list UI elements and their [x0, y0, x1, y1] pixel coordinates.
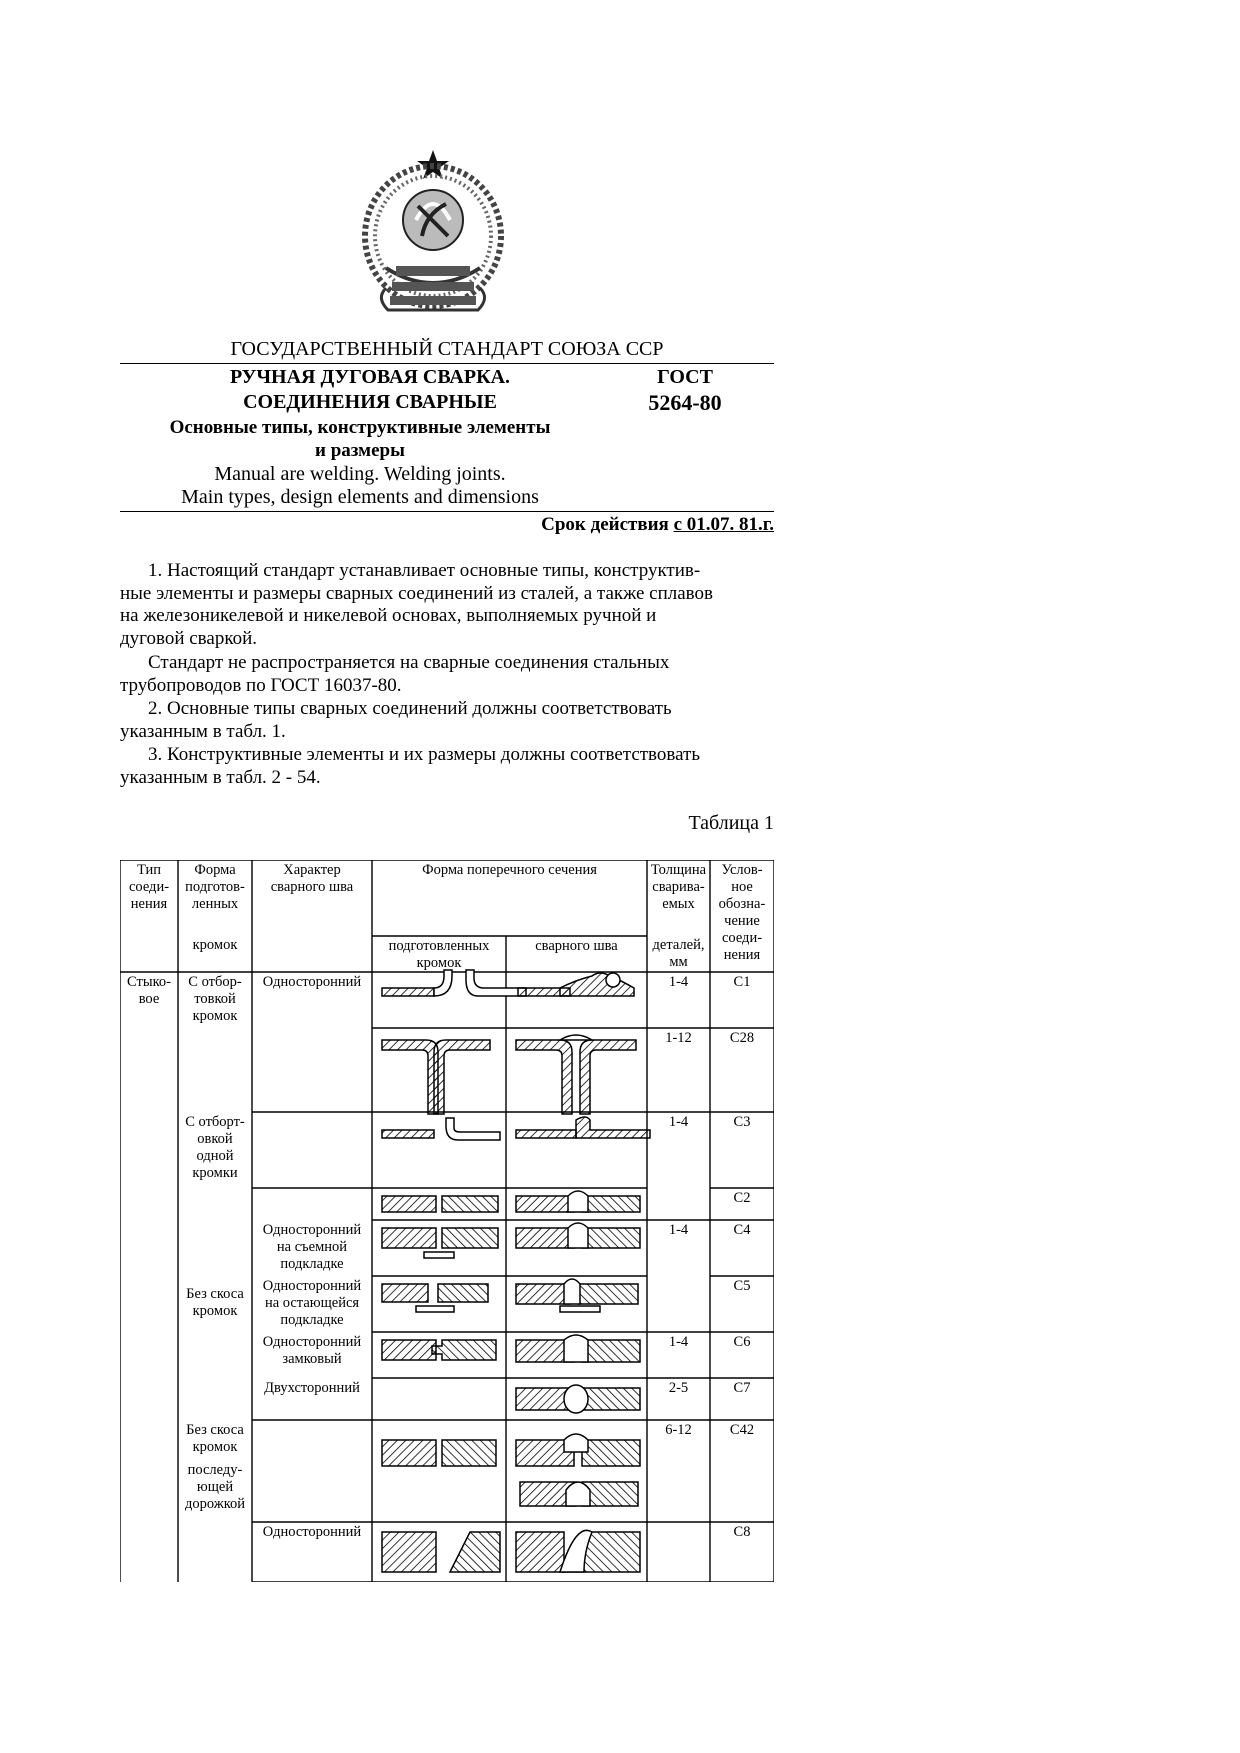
paragraph-text: Стандарт не распространяется на сварные соединения стальных	[148, 652, 670, 673]
paragraph-1	[120, 560, 774, 650]
thickness-c42: 6-12	[665, 1422, 692, 1438]
paragraph-text: 2. Основные типы сварных соединений должны соответствовать	[148, 698, 672, 719]
paragraph-line: указанным в табл. 1.	[120, 720, 286, 742]
gost-number: 5264-80	[648, 390, 722, 415]
designation-c7: С7	[733, 1380, 751, 1396]
header-text: Форма	[194, 862, 236, 878]
cell-text: подкладке	[280, 1312, 344, 1328]
designation-c6: С6	[733, 1334, 751, 1350]
english-title-line-1: Manual are welding. Welding joints.	[214, 463, 506, 485]
designation-c5: С5	[733, 1278, 751, 1294]
header-text: соеди-	[721, 930, 763, 946]
designation-c42: С42	[729, 1422, 755, 1438]
cell-text: кромок	[192, 1008, 238, 1024]
cell-text: кромок	[192, 1439, 238, 1455]
seam-remaining-backing	[252, 1278, 372, 1329]
title-line-1: РУЧНАЯ ДУГОВАЯ СВАРКА.	[229, 366, 511, 388]
cell-text: С отборт-	[185, 1114, 245, 1130]
thickness-c3: 1-4	[668, 1114, 689, 1130]
paragraph-line	[120, 560, 774, 583]
thickness-c7: 2-5	[668, 1380, 689, 1396]
cell-text: кромки	[192, 1165, 238, 1181]
cell-text: последу-	[187, 1462, 243, 1478]
header-designation	[710, 862, 774, 964]
designation-c8: С8	[733, 1524, 751, 1540]
cell-text: овкой	[197, 1131, 233, 1147]
paragraph-line: указанным в табл. 2 - 54.	[120, 766, 321, 788]
validity-label: Срок действия	[541, 514, 669, 535]
header-text: соеди-	[128, 879, 170, 895]
designation-c28: С28	[729, 1030, 755, 1046]
gost-label: ГОСТ	[657, 366, 713, 388]
ussr-emblem	[356, 148, 510, 320]
header-text: нения	[130, 896, 168, 912]
thickness-c6: 1-4	[668, 1334, 689, 1350]
header-thickness	[647, 862, 710, 971]
cell-text: Односторонний	[262, 1334, 362, 1350]
header-text: подготовленных	[388, 938, 490, 954]
subtitle-line-2: и размеры	[315, 440, 405, 461]
paragraph-line	[120, 652, 774, 675]
state-standard-heading: ГОСУДАРСТВЕННЫЙ СТАНДАРТ СОЮЗА ССР	[230, 338, 664, 360]
paragraph-line: на железоникелевой и никелевой основах, выполняемых ручной и	[120, 605, 657, 626]
validity-date: с 01.07. 81.г.	[673, 514, 774, 535]
header-text: подготов-	[185, 879, 245, 895]
header-prep-form	[178, 862, 252, 954]
paragraph-line: трубопроводов по ГОСТ 16037-80.	[120, 674, 402, 696]
validity	[120, 514, 774, 536]
seam-one-sided: Односторонний	[262, 974, 362, 990]
cell-text: Стыко-	[127, 974, 171, 990]
form-no-bevel	[178, 1286, 252, 1320]
cell-text: замковый	[282, 1351, 342, 1367]
header-text: кромок	[416, 955, 462, 971]
cell-text: одной	[196, 1148, 234, 1164]
header-text: емых	[662, 896, 695, 912]
form-one-flanged	[178, 1114, 252, 1182]
table-label: Таблица 1	[688, 812, 774, 834]
cell-text: кромок	[192, 1303, 238, 1319]
header-text: ное	[731, 879, 753, 895]
english-title-line-2: Main types, design elements and dimensions	[181, 486, 539, 508]
paragraph-4	[120, 744, 774, 789]
designation-c3: С3	[733, 1114, 751, 1130]
header-text: чение	[724, 913, 760, 929]
designation-c4: С4	[733, 1222, 751, 1238]
seam-lock	[252, 1334, 372, 1368]
paragraph-line: ные элементы и размеры сварных соединений из сталей, а также сплавов	[120, 582, 713, 604]
header-rule-bottom	[120, 511, 774, 512]
subtitle-line-1: Основные типы, конструктивные элементы	[169, 417, 551, 438]
header-weld-seam: сварного шва	[535, 938, 618, 954]
paragraph-3	[120, 698, 774, 743]
cell-text: товкой	[194, 991, 236, 1007]
header-text: нения	[723, 947, 761, 963]
seam-one-sided-2: Односторонний	[262, 1524, 362, 1540]
cell-text: на съемной	[276, 1239, 348, 1255]
paragraph-2	[120, 652, 774, 697]
cell-text: Односторонний	[262, 1222, 362, 1238]
header-text: обозна-	[718, 896, 766, 912]
seam-removable-backing	[252, 1222, 372, 1273]
header-cross-section: Форма поперечного сечения	[422, 862, 597, 878]
cell-text: ющей	[196, 1479, 234, 1495]
header-prepared-edges	[372, 938, 506, 972]
cell-text: Односторонний	[262, 1278, 362, 1294]
header-text: ленных	[191, 896, 239, 912]
header-type	[120, 862, 178, 913]
thickness-c28: 1-12	[665, 1030, 692, 1046]
header-text: Характер	[283, 862, 341, 878]
paragraph-line	[120, 744, 774, 767]
cell-text: дорожкой	[184, 1496, 246, 1512]
joint-type	[120, 974, 178, 1008]
designation-c1: С1	[733, 974, 751, 990]
thickness-c1: 1-4	[668, 974, 689, 990]
paragraph-text: 3. Конструктивные элементы и их размеры должны соответствовать	[148, 744, 701, 765]
header-text: сварива-	[652, 879, 705, 895]
joints-table	[120, 860, 774, 1582]
paragraph-text: 1. Настоящий стандарт устанавливает основные типы, конструктив-	[148, 560, 701, 581]
header-text: Услов-	[721, 862, 763, 878]
form-no-bevel-followup	[178, 1422, 252, 1513]
paragraph-line: дуговой сваркой.	[120, 627, 258, 649]
form-flanged	[178, 974, 252, 1025]
designation-c2: С2	[733, 1190, 751, 1206]
cell-text: Без скоса	[186, 1286, 244, 1302]
header-text: мм	[669, 954, 688, 970]
cell-text: на остающейся	[264, 1295, 360, 1311]
thickness-c4: 1-4	[668, 1222, 689, 1238]
seam-two-sided: Двухсторонний	[264, 1380, 360, 1396]
header-rule-top	[120, 363, 774, 364]
header-text: кромок	[192, 937, 238, 953]
cell-text: вое	[138, 991, 160, 1007]
header-text: Толщина	[650, 862, 707, 878]
cell-text: подкладке	[280, 1256, 344, 1272]
header-text: деталей,	[652, 937, 705, 953]
header-text: сварного шва	[270, 879, 354, 895]
cell-text: С отбор-	[188, 974, 242, 990]
header-seam-character	[252, 862, 372, 896]
cell-text: Без скоса	[186, 1422, 244, 1438]
paragraph-line	[120, 698, 774, 721]
title-line-2: СОЕДИНЕНИЯ СВАРНЫЕ	[243, 391, 497, 413]
header-text: Тип	[136, 862, 161, 878]
